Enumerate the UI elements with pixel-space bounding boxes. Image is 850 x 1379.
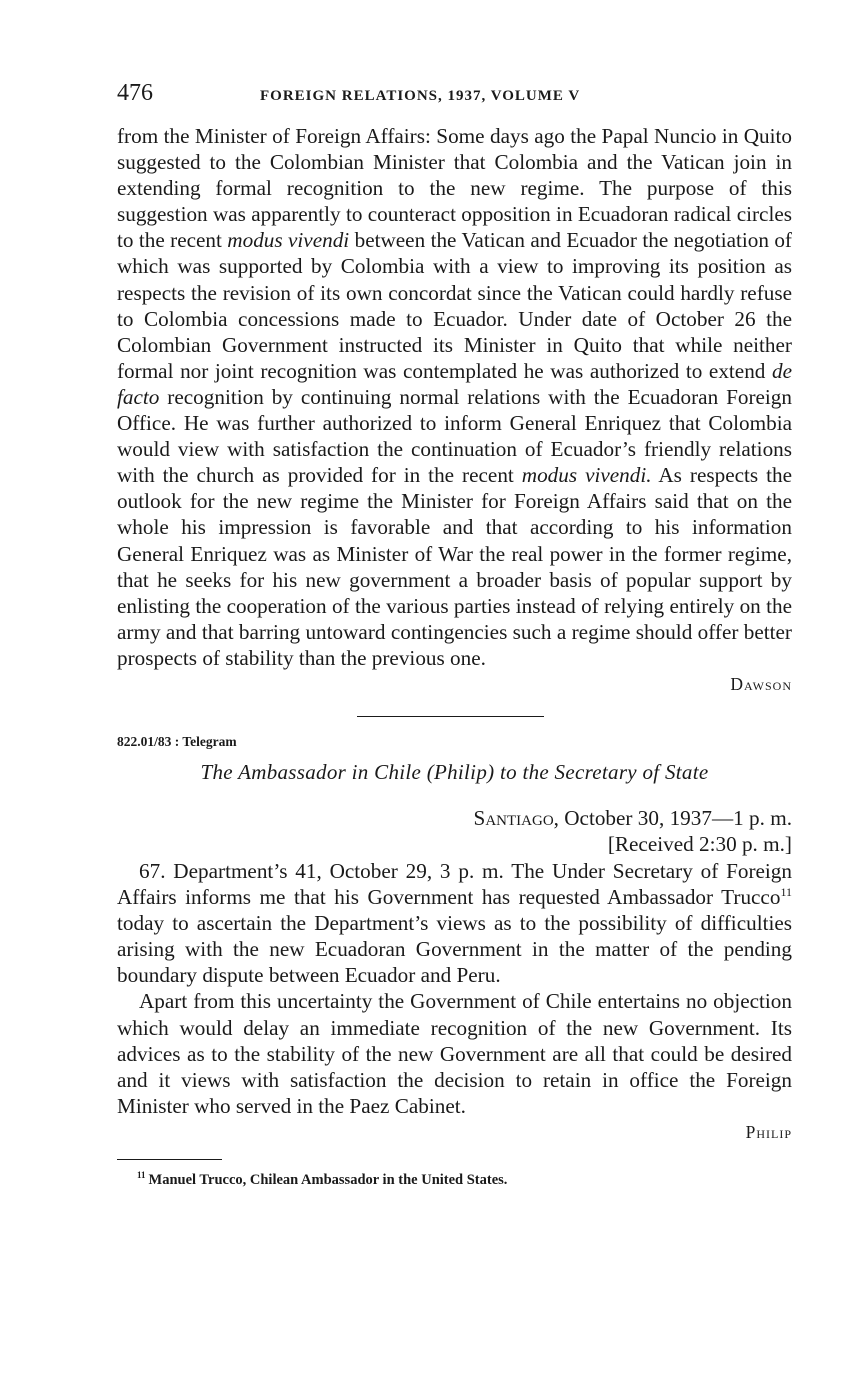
signature-dawson: Dawson bbox=[730, 673, 792, 694]
italic-term: de facto bbox=[117, 358, 792, 409]
file-reference: 822.01/83 : Telegram bbox=[117, 733, 237, 749]
signature-philip: Philip bbox=[745, 1121, 792, 1142]
page-number: 476 bbox=[117, 80, 153, 106]
text-segment: today to ascertain the Department’s views as to the possibility of difficulties arising with the new Ecuadoran Government in the matter of the pending boundary dispute between Ecuador and Peru. bbox=[117, 911, 792, 988]
footnote-text: Manuel Trucco, Chilean Ambassador in the United States. bbox=[148, 1171, 508, 1188]
telegram-paragraph-1 bbox=[117, 858, 792, 988]
dateline bbox=[117, 805, 792, 831]
section-divider bbox=[357, 716, 544, 717]
text-segment: As respects the outlook for the new regime the Minister for Foreign Affairs said that on the whole his impression is favorable and that according to his information General Enriquez was as Minister of War the real power in the former regime, that he seeks for his new government a broader basis of popular support by enlisting the cooperation of the various parties instead of relying entirely on the army and that barring untoward contingencies such a regime should offer better prospects of stability than the previous one. bbox=[117, 463, 792, 670]
running-header bbox=[117, 78, 792, 112]
footnote bbox=[117, 1170, 792, 1190]
footnote-rule bbox=[117, 1159, 222, 1160]
italic-term: modus vivendi. bbox=[521, 463, 652, 488]
text-segment: 67. Department’s 41, October 29, 3 p. m. The Under Secretary of Foreign Affairs informs me that his Government has requested Ambassador Trucco bbox=[117, 858, 792, 910]
running-title: FOREIGN RELATIONS, 1937, VOLUME V bbox=[260, 88, 581, 104]
footnote-reference[interactable]: 11 bbox=[780, 885, 792, 899]
page bbox=[117, 78, 792, 1190]
footnote-mark: 11 bbox=[137, 1170, 146, 1181]
text-segment: from the Minister of Foreign Affairs: Some days ago the Papal Nuncio in Quito suggested to the Colombian Minister that Colombia and the Vatican join in extending formal recognition to the new regime. The purpose of this suggestion was apparently to counteract opposition in Ecuadoran radical circles to the recent bbox=[117, 124, 792, 253]
document-heading: The Ambassador in Chile (Philip) to the Secretary of State bbox=[200, 759, 709, 784]
telegram-paragraph-2: Apart from this uncertainty the Government of Chile entertains no objection which would delay an immediate recognition of the new Government. Its advices as to the stability of the new Government are all that could be desired and it views with satisfaction the decision to retain in office the Foreign Minister who served in the Paez Cabinet. bbox=[117, 989, 792, 1118]
text-segment: recognition by continuing normal relations with the Ecuadoran Foreign Office. He was further authorized to inform General Enriquez that Colombia would view with satisfaction the continuation of Ecuador’s friendly relations with the church as provided for in the recent bbox=[117, 384, 792, 488]
text-segment: between the Vatican and Ecuador the negotiation of which was supported by Colombia with a view to improving its position as respects the revision of its own concordat since the Vatican could hardly refuse to Colombia concessions made to Ecuador. Under date of October 26 the Colombian Government instructed its Minister in Quito that while neither formal nor joint recognition was contemplated he was authorized to extend bbox=[117, 228, 792, 383]
dateline-place: Santiago bbox=[473, 805, 554, 830]
dateline-date: , October 30, 1937—1 p. m. bbox=[553, 805, 792, 830]
continued-paragraph bbox=[117, 123, 792, 671]
italic-term: modus vivendi bbox=[227, 228, 350, 253]
received-note: [Received 2:30 p. m.] bbox=[607, 831, 792, 856]
